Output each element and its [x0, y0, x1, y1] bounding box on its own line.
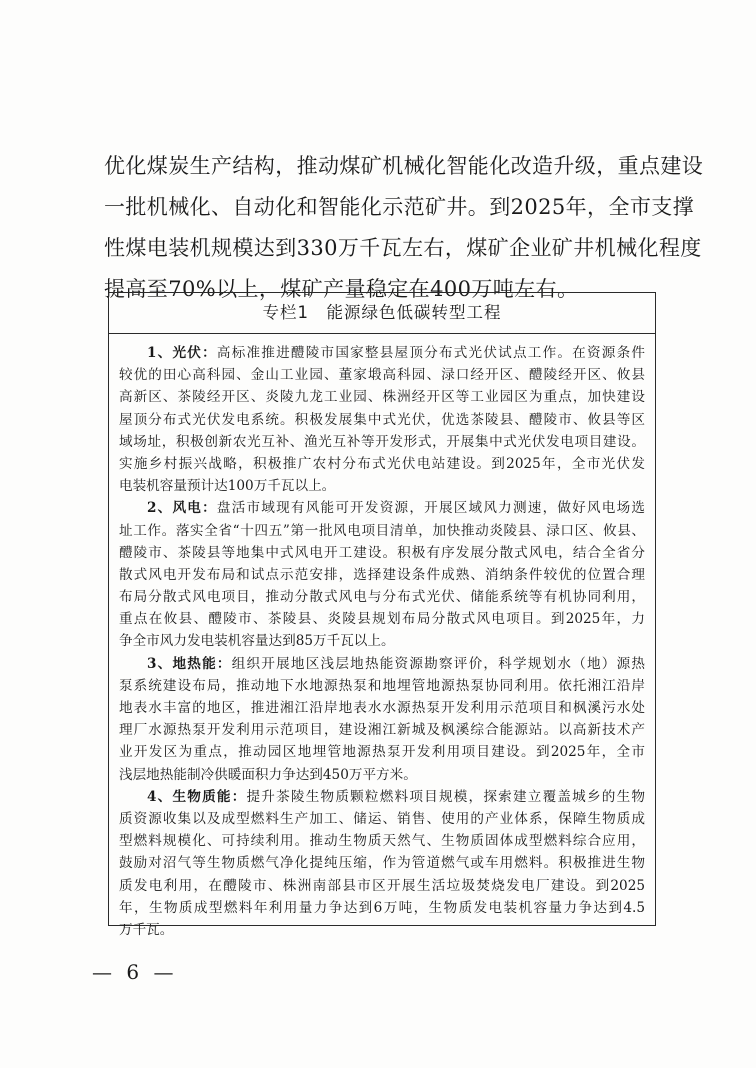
- section-line: 型燃料规模化、可持续利用。推动生物质天然气、生物质固体成型燃料综合应用，: [119, 833, 645, 850]
- section-line: 泵系统建设布局，推动地下水地源热泵和地埋管地源热泵协同利用。依托湘江沿岸: [119, 677, 645, 694]
- section-line: 醴陵市、茶陵县等地集中式风电开工建设。积极有序发展分散式风电，结合全省分: [119, 544, 645, 561]
- section-text: 组织开展地区浅层地热能资源勘察评价，科学规划水（地）源热: [231, 655, 646, 672]
- section-line: 浅层地热能制冷供暖面积力争达到450万平方米。: [119, 766, 417, 783]
- section-line: 屋顶分布式光伏发电系统。积极发展集中式光伏，优选茶陵县、醴陵市、攸县等区: [119, 411, 645, 428]
- box-title: 专栏1 能源绿色低碳转型工程: [109, 293, 655, 334]
- box-content: [109, 334, 655, 941]
- section-line: 鼓励对沼气等生物质燃气净化提纯压缩，作为管道燃气或车用燃料。积极推进生物: [119, 855, 645, 872]
- section-line: 散式风电开发布局和试点示范安排，选择建设条件成熟、消纳条件较优的位置合理: [119, 566, 645, 583]
- section-line: 地表水丰富的地区，推进湘江沿岸地表水水源热泵开发利用示范项目和枫溪污水处: [119, 700, 645, 716]
- body-line: 一批机械化、自动化和智能化示范矿井。到2025年，全市支撑: [104, 195, 695, 219]
- body-line: 优化煤炭生产结构，推动煤矿机械化智能化改造升级，重点建设: [104, 154, 704, 178]
- section-line: 质资源收集以及成型燃料生产加工、储运、销售、使用的产业体系，保障生物质成: [119, 810, 645, 827]
- column-box: [108, 292, 656, 938]
- section-line: 争全市风力发电装机容量达到85万千瓦以上。: [119, 633, 395, 650]
- section-line: 较优的田心高科园、金山工业园、董家塅高科园、渌口经开区、醴陵经开区、攸县: [119, 367, 645, 384]
- section-line: 域场址，积极创新农光互补、渔光互补等开发形式，开展集中式光伏发电项目建设。: [119, 433, 645, 450]
- section-first-line: [119, 786, 645, 808]
- section-text: 提升茶陵生物质颗粒燃料项目规模，探索建立覆盖城乡的生物: [246, 788, 645, 805]
- section-text: 高标准推进醴陵市国家整县屋顶分布式光伏试点工作。在资源条件: [216, 345, 645, 361]
- section-line: 年，生物质成型燃料年利用量力争达到6万吨，生物质发电装机容量力争达到4.5: [119, 899, 645, 916]
- body-text: [104, 146, 704, 310]
- section-line: 万千瓦。: [119, 921, 174, 938]
- section-line: 质发电利用，在醴陵市、株洲南部县市区开展生活垃圾焚烧发电厂建设。到2025: [119, 877, 645, 894]
- section-first-line: [119, 342, 645, 364]
- section-first-line: [119, 497, 645, 519]
- section-lead: 3、地热能：: [147, 655, 232, 672]
- section-text: 盘活市域现有风能可开发资源，开展区域风力测速，做好风电场选: [216, 500, 645, 517]
- body-line: 提高至70%以上，煤矿产量稳定在400万吨左右。: [104, 277, 579, 301]
- section-line: 电装机容量预计达100万千瓦以上。: [119, 478, 336, 495]
- section-line: 布局分散式风电项目，推动分散式风电与分布式光伏、储能系统等有机协同利用，: [119, 589, 645, 606]
- section-line: 址工作。落实全省“十四五”第一批风电项目清单，加快推动炎陵县、渌口区、攸县、: [119, 522, 645, 539]
- section-line: 高新区、茶陵经开区、炎陵九龙工业园、株洲经开区等工业园区为重点，加快建设: [119, 389, 645, 406]
- section-lead: 4、生物质能：: [147, 788, 247, 805]
- section-lead: 2、风电：: [147, 500, 217, 517]
- section-line: 实施乡村振兴战略，积极推广农村分布式光伏电站建设。到2025年，全市光伏发: [119, 455, 645, 472]
- section-first-line: [119, 653, 645, 675]
- page-number: — 6 —: [92, 960, 178, 984]
- section-line: 理厂水源热泵开发利用示范项目，建设湘江新城及枫溪综合能源站。以高新技术产: [119, 722, 645, 739]
- body-line: 性煤电装机规模达到330万千瓦左右，煤矿企业矿井机械化程度: [104, 236, 702, 260]
- section-line: 重点在攸县、醴陵市、茶陵县、炎陵县规划布局分散式风电项目。到2025年，力: [119, 611, 645, 628]
- section-lead: 1、光伏：: [147, 345, 217, 361]
- section-line: 业开发区为重点，推动园区地埋管地源热泵开发利用项目建设。到2025年，全市: [119, 744, 645, 761]
